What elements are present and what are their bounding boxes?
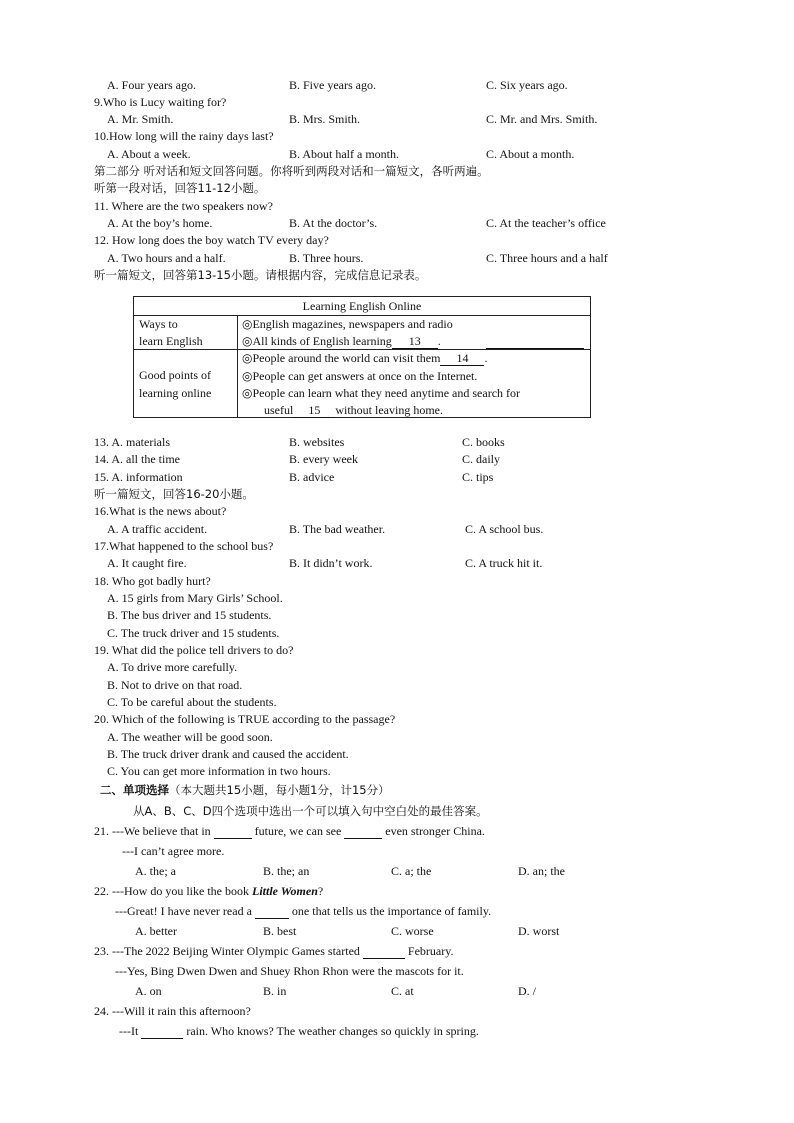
q23-sentence (94, 943, 453, 959)
q20-stem (0, 711, 794, 727)
q17-stem (0, 538, 794, 554)
section2-instruction-text: 从A、B、C、D四个选项中选出一个可以填入句中空白处的最佳答案。 (133, 804, 488, 818)
q22-book-title: Little Women (251, 884, 318, 898)
row2-item3-cont-text: useful (264, 403, 294, 417)
q23-line2 (0, 963, 794, 979)
q21-option-b: B. the; an (263, 864, 310, 878)
q8-option-a: A. Four years ago. (107, 78, 196, 92)
q18-option-a-line (0, 590, 794, 606)
row2-item3-cont (264, 402, 443, 418)
row1-label-line1: Ways to (139, 317, 178, 331)
q17-options (0, 555, 794, 571)
q9-option-a: A. Mr. Smith. (107, 112, 174, 126)
q22-pre: 22. ---How do you like the book (94, 884, 249, 898)
q19-stem-text: 19. What did the police tell drivers to do? (94, 643, 294, 657)
passage2-instruction-text: 听一篇短文，回答16-20小题。 (94, 487, 254, 501)
q12-options (0, 250, 794, 266)
q19-stem (0, 642, 794, 658)
q12-option-b: B. Three hours. (289, 251, 364, 265)
q21-reply: ---I can’t agree more. (122, 844, 225, 858)
blank-14-number: 14 (456, 351, 469, 365)
passage1-instruction (0, 267, 794, 283)
q13-options (0, 434, 794, 450)
q10-option-b: B. About half a month. (289, 147, 399, 161)
q13-option-c: C. books (462, 435, 505, 449)
q22-reply-post: one that tells us the importance of family. (291, 904, 492, 918)
q21-blank1[interactable] (214, 825, 252, 839)
q19-option-a-line (0, 659, 794, 675)
q11-stem-text: 11. Where are the two speakers now? (94, 199, 273, 213)
q11-options (0, 215, 794, 231)
q8-options (0, 77, 794, 93)
q19-option-a: A. To drive more carefully. (107, 660, 238, 674)
q19-option-c-line (0, 694, 794, 710)
table-divider (237, 315, 238, 417)
row2-label-line1: Good points of (139, 368, 211, 382)
q21-mid: future, we can see (254, 824, 342, 838)
q22-option-d: D. worst (518, 924, 560, 938)
blank-13-number: 13 (408, 334, 421, 348)
dialog1-instruction (0, 180, 794, 196)
q23-option-d: D. / (518, 984, 536, 998)
q24-line2 (0, 1023, 794, 1039)
row1-label-line2: learn English (139, 334, 203, 348)
q17-option-a: A. It caught fire. (107, 556, 187, 570)
q9-stem-text: 9.Who is Lucy waiting for? (94, 95, 227, 109)
row2-item3: ◎People can learn what they need anytime and search for (242, 386, 521, 400)
q24-reply-pre: ---It (119, 1024, 139, 1038)
row1-item2-text: ◎All kinds of English learning (242, 334, 392, 348)
q18-option-c: C. The truck driver and 15 students. (107, 626, 280, 640)
q22-line1 (0, 883, 794, 899)
q16-stem-text: 16.What is the news about? (94, 504, 227, 518)
q18-option-b-line (0, 607, 794, 623)
q14-option-a: 14. A. all the time (94, 452, 180, 466)
row1-item2 (242, 333, 441, 349)
row1-item2-end: . (437, 334, 441, 348)
q10-options (0, 146, 794, 162)
q23-post: February. (407, 944, 454, 958)
q22-option-b: B. best (263, 924, 297, 938)
q22-sentence (94, 883, 323, 899)
q23-option-b: B. in (263, 984, 287, 998)
q15-option-a: 15. A. information (94, 470, 183, 484)
blank-15[interactable] (293, 404, 335, 418)
q22-post: ? (317, 884, 324, 898)
q13-option-a: 13. A. materials (94, 435, 170, 449)
q16-options (0, 521, 794, 537)
q12-stem (0, 232, 794, 248)
q15-option-c: C. tips (462, 470, 494, 484)
q22-line2 (0, 903, 794, 919)
q22-blank[interactable] (255, 905, 289, 919)
q22-reply-pre: ---Great! I have never read a (115, 904, 252, 918)
row2-item1-text: ◎People around the world can visit them (242, 351, 441, 365)
row2-item1 (242, 350, 487, 366)
q8-option-b: B. Five years ago. (289, 78, 376, 92)
section2-instruction (0, 803, 794, 819)
row2-label-line2: learning online (139, 386, 212, 400)
q18-stem-text: 18. Who got badly hurt? (94, 574, 211, 588)
section2-heading-text (100, 782, 390, 798)
row2-item1-end: . (484, 351, 488, 365)
q9-option-b: B. Mrs. Smith. (289, 112, 361, 126)
q19-option-b: B. Not to drive on that road. (107, 678, 243, 692)
q22-option-a: A. better (135, 924, 177, 938)
q20-stem-text: 20. Which of the following is TRUE according to the passage? (94, 712, 396, 726)
q22-option-c: C. worse (391, 924, 434, 938)
q12-stem-text: 12. How long does the boy watch TV every day? (94, 233, 329, 247)
section2-heading-rest: （本大题共15小题，每小题1分，计15分） (169, 783, 390, 797)
q20-option-c: C. You can get more information in two hours. (107, 764, 331, 778)
row1-extra-line (486, 333, 584, 349)
q18-option-c-line (0, 625, 794, 641)
q18-option-b: B. The bus driver and 15 students. (107, 608, 272, 622)
q21-options (0, 863, 794, 879)
q9-stem (0, 94, 794, 110)
q10-option-a: A. About a week. (107, 147, 191, 161)
q16-option-a: A. A traffic accident. (107, 522, 208, 536)
q21-option-c: C. a; the (391, 864, 432, 878)
q24-reply (119, 1023, 479, 1039)
blank-13[interactable] (392, 335, 438, 349)
q21-line2 (0, 843, 794, 859)
q15-options (0, 469, 794, 485)
q16-option-c: C. A school bus. (465, 522, 544, 536)
q24-blank[interactable] (141, 1025, 183, 1039)
q21-line1 (0, 823, 794, 839)
q24-line1 (0, 1003, 794, 1019)
q17-option-c: C. A truck hit it. (465, 556, 543, 570)
q23-option-c: C. at (391, 984, 414, 998)
q20-option-a-line (0, 729, 794, 745)
q9-options (0, 111, 794, 127)
q21-sentence (94, 823, 485, 839)
q24-stem: 24. ---Will it rain this afternoon? (94, 1004, 251, 1018)
q23-reply: ---Yes, Bing Dwen Dwen and Shuey Rhon Rhon were the mascots for it. (115, 964, 464, 978)
q19-option-c: C. To be careful about the students. (107, 695, 277, 709)
q19-option-b-line (0, 677, 794, 693)
q11-stem (0, 198, 794, 214)
q13-option-b: B. websites (289, 435, 345, 449)
q21-option-d: D. an; the (518, 864, 565, 878)
q11-option-a: A. At the boy’s home. (107, 216, 213, 230)
section2-heading-bold: 二、单项选择 (100, 783, 169, 797)
q17-option-b: B. It didn’t work. (289, 556, 373, 570)
q20-option-b: B. The truck driver drank and caused the accident. (107, 747, 349, 761)
q14-option-b: B. every week (289, 452, 358, 466)
q21-blank2[interactable] (344, 825, 382, 839)
row1-item1: ◎English magazines, newspapers and radio (242, 317, 453, 331)
q16-stem (0, 503, 794, 519)
q23-option-a: A. on (135, 984, 162, 998)
blank-14[interactable] (440, 352, 484, 366)
q10-stem-text: 10.How long will the rainy days last? (94, 129, 274, 143)
q20-option-b-line (0, 746, 794, 762)
q22-options (0, 923, 794, 939)
q11-option-b: B. At the doctor’s. (289, 216, 378, 230)
q15-option-b: B. advice (289, 470, 335, 484)
q10-option-c: C. About a month. (486, 147, 575, 161)
q17-stem-text: 17.What happened to the school bus? (94, 539, 274, 553)
passage1-instruction-text: 听一篇短文，回答第13-15小题。请根据内容，完成信息记录表。 (94, 268, 427, 282)
q8-option-c: C. Six years ago. (486, 78, 568, 92)
q24-reply-post: rain. Who knows? The weather changes so quickly in spring. (186, 1024, 479, 1038)
passage2-instruction (0, 486, 794, 502)
part2-title (0, 163, 794, 179)
row2-item2: ◎People can get answers at once on the Internet. (242, 369, 478, 383)
q10-stem (0, 128, 794, 144)
q23-options (0, 983, 794, 999)
q21-pre: 21. ---We believe that in (94, 824, 211, 838)
q20-option-c-line (0, 763, 794, 779)
section2-heading (0, 782, 794, 798)
dialog1-instruction-text: 听第一段对话，回答11-12小题。 (94, 181, 266, 195)
q21-option-a: A. the; a (135, 864, 176, 878)
q9-option-c: C. Mr. and Mrs. Smith. (486, 112, 598, 126)
row2-item3-cont-end: without leaving home. (335, 403, 443, 417)
info-record-table (133, 296, 591, 418)
q23-pre: 23. ---The 2022 Beijing Winter Olympic Games started (94, 944, 360, 958)
q21-post: even stronger China. (385, 824, 485, 838)
q14-option-c: C. daily (462, 452, 500, 466)
blank-15-number: 15 (308, 403, 321, 417)
q12-option-a: A. Two hours and a half. (107, 251, 226, 265)
q11-option-c: C. At the teacher’s office (486, 216, 606, 230)
q23-line1 (0, 943, 794, 959)
part2-title-text: 第二部分 听对话和短文回答问题。你将听到两段对话和一篇短文，各听两遍。 (94, 164, 489, 178)
q18-option-a: A. 15 girls from Mary Girls’ School. (107, 591, 283, 605)
q16-option-b: B. The bad weather. (289, 522, 386, 536)
q23-blank[interactable] (363, 945, 405, 959)
q22-reply (115, 903, 491, 919)
q20-option-a: A. The weather will be good soon. (107, 730, 273, 744)
table-title: Learning English Online (302, 299, 422, 313)
q18-stem (0, 573, 794, 589)
q12-option-c: C. Three hours and a half (486, 251, 608, 265)
q14-options (0, 451, 794, 467)
